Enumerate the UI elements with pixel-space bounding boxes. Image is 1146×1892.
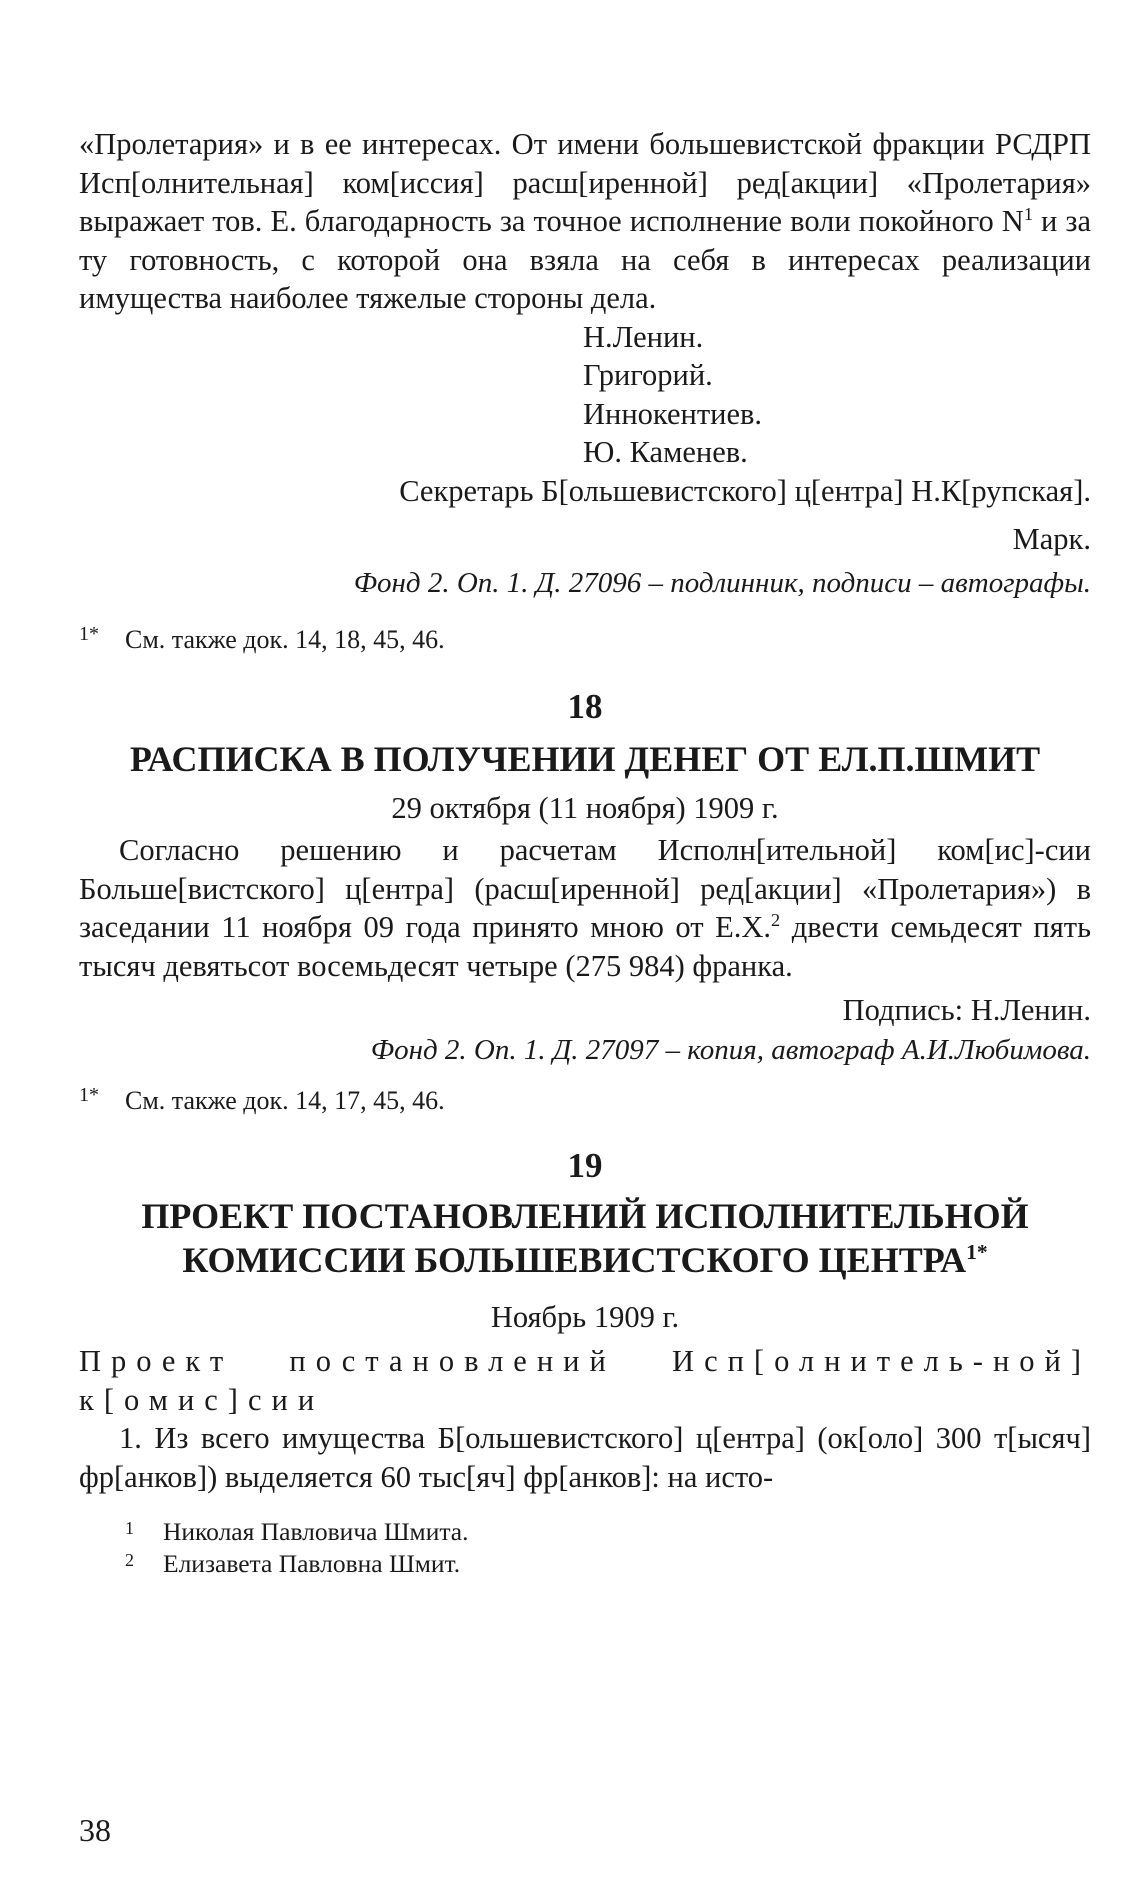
- signature-line: Иннокентиев.: [583, 396, 763, 431]
- document-number: 19: [567, 1145, 603, 1185]
- page-number: 38: [79, 1812, 111, 1848]
- footnote: 2 Елизавета Павловна Шмит.: [125, 1549, 461, 1578]
- top-paragraph: «Пролетария» и в ее интересах. От имени большевистской фракции РСДРП Исп[олнительная] ком[иссия] расш[иренной] ред[акции] «Пролетария» выражает тов. Е. благодарность за точное исполнение воли покойного $N^1$ и за ту готовность, с которой она взяла на себя в интересах реализации имущества наиболее тяжелые стороны дела.: [79, 127, 1091, 315]
- cross-reference: 1* См. также док. 14, 17, 45, 46.: [79, 1083, 445, 1115]
- archive-source: Фонд 2. Оп. 1. Д. 27097 – копия, автограф А.И.Любимова.: [370, 1033, 1091, 1066]
- footnotes: [79, 1516, 1091, 1580]
- footnote: 1 Николая Павловича Шмита.: [125, 1517, 469, 1546]
- document-text: Согласно решению и расчетам Исполн[ительной] ком[ис]-сии Больше[вистского] ц[ентра] (расш[иренной] ред[акции] «Пролетария») в заседании 11 ноября 09 года принято мною от Е.Х.$^2$ двести семьдесят пять тысяч девятьсот восемьдесят четыре (275 984) франка.: [79, 833, 1092, 983]
- document-title: РАСПИСКА В ПОЛУЧЕНИИ ДЕНЕГ ОТ ЕЛ.П.ШМИТ: [129, 738, 1041, 779]
- document-date: Ноябрь 1909 г.: [490, 1299, 680, 1334]
- cross-reference: 1* См. также док. 14, 18, 45, 46.: [79, 622, 445, 654]
- item-1: 1. Из всего имущества Б[ольшевистского] ц[ентра] (ок[оло] 300 т[ысяч] фр[анков]) выделяется 60 тыс[яч] фр[анков]: на исто-: [79, 1421, 1091, 1494]
- signature-line: Ю. Каменев.: [583, 435, 748, 469]
- signature-line: Григорий.: [583, 358, 713, 392]
- signature-line: Н.Ленин.: [583, 319, 704, 354]
- document-date: 29 октября (11 ноября) 1909 г.: [391, 790, 779, 825]
- archive-source: Фонд 2. Оп. 1. Д. 27096 – подлинник, подписи – автографы.: [353, 566, 1091, 599]
- mark-signature: Марк.: [1012, 522, 1091, 556]
- page-content: [79, 125, 1091, 1580]
- secretary-signature: Секретарь Б[ольшевистского] ц[ентра] Н.К[рупская].: [399, 473, 1091, 508]
- signatures: [583, 318, 1091, 472]
- document-number: 18: [567, 686, 603, 726]
- document-signature: Подпись: Н.Ленин.: [842, 993, 1091, 1027]
- document-title: ПРОЕКТ ПОСТАНОВЛЕНИЙ ИСПОЛНИТЕЛЬНОЙ КОМИССИИ БОЛЬШЕВИСТСКОГО $ЦЕНТРА^{1*}$: [141, 1195, 1029, 1280]
- section-heading: Проект постановлений Исп[олнитель-ной] к[омис]сии: [79, 1344, 1091, 1417]
